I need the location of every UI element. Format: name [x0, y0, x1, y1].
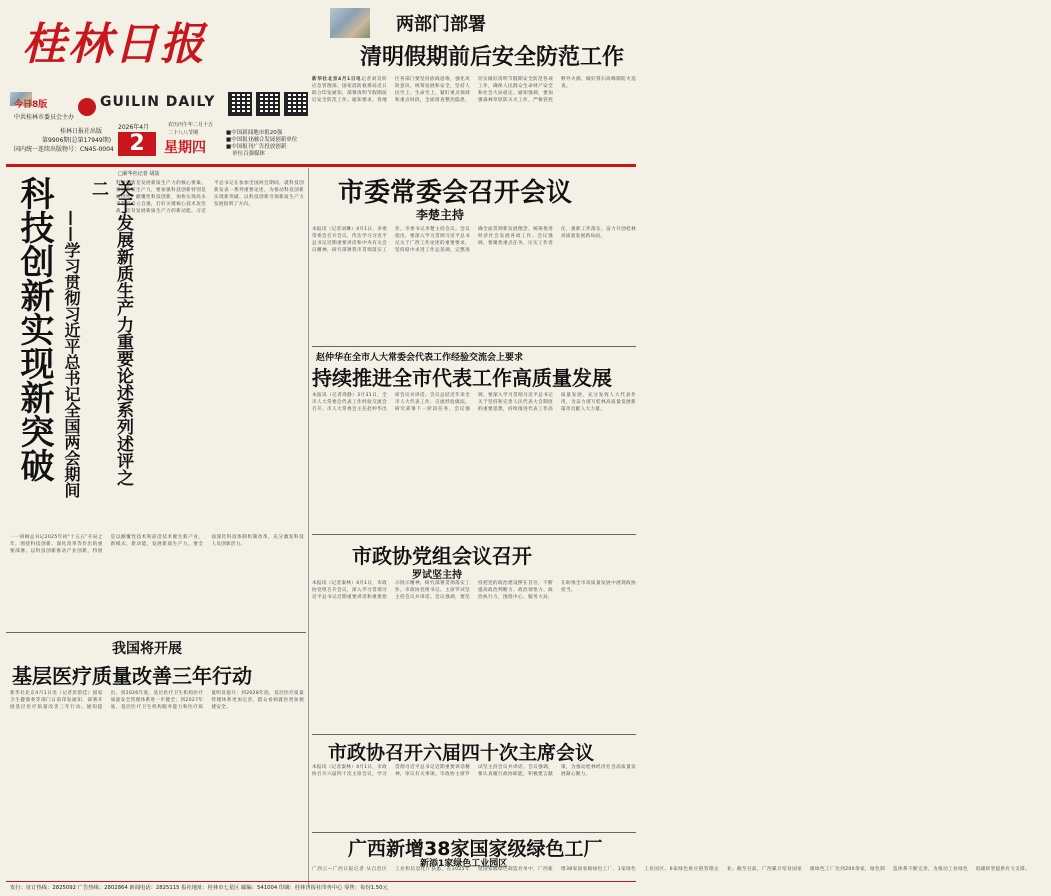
factory-title: 广西新增38家国家级绿色工厂: [348, 838, 603, 860]
standing-committee-subtitle: 李楚主持: [416, 208, 465, 222]
today-pages: 今日8版: [14, 100, 48, 110]
footer-info: 发行：征订热线：2825092 广告热线：2802864 新闻电话：2825115 报社地址：桂林市七星区 邮编：541004 印刷：桂林日报社印务中心 零售：每份1.50元: [10, 885, 388, 891]
top-story-title-1: 两部门部署: [396, 14, 486, 35]
lunar-date-2: 二十八八节期: [168, 130, 199, 136]
series-title: 科技创新实现新突破: [14, 176, 54, 482]
top-story-title-2: 清明假期前后安全防范工作: [360, 45, 625, 70]
cppcc-party-title: 市政协党组会议召开: [352, 544, 532, 568]
medical-body: 新华社北京4月1日电（记者彭韵佳）国家卫生健康委等部门日前印发通知，部署开展基层医疗质量改善三年行动。通知提出，到2026年底，基层医疗卫生机构医疗质量安全管理体系进一步健全；到2027年底，基层医疗卫生机构服务能力和医疗质量明显提升；到2028年底，基层医疗质量管理体系更加完善，群众看病就医更加便捷安全。: [10, 691, 304, 711]
honor-2: ■中国报业融合发展创新单位: [226, 137, 298, 143]
npc-lead: 赵仲华在全市人大常委会代表工作经验交流会上要求: [316, 353, 524, 363]
issue-number: 第9906期(总第17949期): [42, 137, 112, 144]
masthead-title: 桂林日报: [22, 19, 206, 70]
medical-title: 基层医疗质量改善三年行动: [12, 664, 252, 688]
day-number: 2: [118, 132, 156, 156]
factory-subtitle: 新添1家绿色工业园区: [420, 859, 508, 869]
cppcc-meeting-title: 市政协召开六届四十次主席会议: [328, 742, 595, 764]
honor-3: ■中国报刊广告投放创新: [226, 144, 287, 150]
series-subkicker: ——学习贯彻习近平总书记全国两会期间: [62, 210, 81, 498]
series-kicker: 关于发展新质生产力重要论述系列述评之二: [88, 180, 133, 486]
series-body: 科技创新是发展新质生产力的核心要素。发展新质生产力，要加强科技创新特别是原创性、颠覆性科技创新，加快实现高水平科技自立自强，打好关键核心技术攻坚战，培育发展新质生产力的新动能。习近平总书记在参加全国两会期间，就科技创新发表一系列重要论述，为推动科技创新实现新突破、以科技创新引领新质生产力发展指明了方向。: [116, 181, 304, 215]
publisher: 中共桂林市委员会主办: [14, 114, 75, 121]
qr-code-icon: [228, 92, 252, 116]
series-byline: □新华社记者 胡喆: [118, 171, 160, 177]
weekday: 星期四: [164, 140, 206, 156]
standing-committee-title: 市委常委会召开会议: [338, 178, 573, 208]
series-body-2: 一一回顾总书记2025年初“十五五”开局之年，围绕科技创新、深化改革等作出的重要部署。以科技创新推动产业创新，特别是以颠覆性技术和前沿技术催生新产业、新模式、新动能，发展新质生产力。要全面深化科技体制机制改革，充分激发科技人员创新活力。: [10, 535, 304, 555]
qr-code-icon: [284, 92, 308, 116]
masthead-english: GUILIN DAILY: [100, 94, 216, 110]
cn-code: 国内统一连续出版物号：CN45-0004: [14, 146, 114, 153]
story-photo: [330, 8, 370, 38]
medical-kicker: 我国将开展: [112, 641, 182, 657]
top-story-body: 新华社北京4月1日电记者刘昊昕 应急管理部、国家消防救援局近日联合印发通知，部署清明节假期前后安全防范工作。通知要求，各地区各部门要坚持底线思维，强化风险意识，统筹发展和安全，坚持人民至上、生命至上，紧盯重点领域和重点时段，全面排查整治隐患，切实做好清明节假期安全防范各项工作，确保人民群众生命财产安全和社会大局稳定。通知强调，要加强森林草原防灭火工作，严格管控野外火源，做好祭扫高峰期防火巡查。: [312, 77, 636, 104]
qr-code-icon: [256, 92, 280, 116]
factory-body: 广西云—广西日报记者 从自治区工业和信息化厅获悉，在2025年度国家级绿色制造名单中，广西新增38家国家级绿色工厂、1家绿色工业园区、6家绿色供应链管理企业。截至目前，广西累计培育国家级绿色工厂达到200余家，绿色制造体系不断完善，为推动工业绿色低碳转型提供有力支撑。: [312, 867, 1030, 872]
cppcc-party-body: 本报讯（记者秦林）4月1日，市政协党组召开会议，深入学习贯彻习近平总书记近期重要讲话和重要指示批示精神，研究部署贯彻落实工作。市政协党组书记、主席罗试坚主持会议并讲话。会议强调，要坚持把党的政治建设摆在首位，不断提高政治判断力、政治领悟力、政治执行力，围绕中心、服务大局，在助推全市高质量发展中展现政协担当。: [312, 581, 636, 601]
npc-title: 持续推进全市代表工作高质量发展: [312, 366, 612, 390]
standing-committee-body: 本报讯（记者刘琳）4月1日，市委常委会召开会议，传达学习习近平总书记近期重要讲话和中央有关会议精神，研究部署我市贯彻落实工作。市委书记李楚主持会议。会议指出，要深入学习贯彻习近平总书记关于广西工作论述的重要要求，坚持稳中求进工作总基调，完整准确全面贯彻新发展理念，统筹推进经济社会发展各项工作。会议强调，要聚焦重点任务，压实工作责任，狠抓工作落实，奋力开创桂林高质量发展新局面。: [312, 227, 636, 254]
cppcc-meeting-body: 本报讯（记者秦林）4月1日，市政协召开六届四十次主席会议，学习贯彻习近平总书记近期重要讲话精神，审议有关事项。市政协主席罗试坚主持会议并讲话。会议强调，要认真履行政协职能，积极建言献策，为推动桂林经济社会高质量发展凝心聚力。: [312, 765, 636, 778]
honor-1: ■中国新闻地市报20强: [226, 130, 283, 136]
year-month: 2026年4月: [118, 124, 150, 131]
npc-body: 本报讯（记者周静）3月31日，全市人大常委会代表工作经验交流会召开。市人大常委会主任赵仲华出席会议并讲话。会议总结近年来全市人大代表工作，交流经验做法，研究部署下一阶段任务。会议强调，要深入学习贯彻习近平总书记关于坚持和完善人民代表大会制度的重要思想，持续推进代表工作高质量发展，充分发挥人大代表作用，为奋力谱写桂林高质量发展新篇章贡献人大力量。: [312, 393, 636, 413]
sponsor-line: 桂林日报社出版: [60, 128, 103, 135]
emblem-icon: [78, 98, 96, 116]
lunar-date-1: 农历丙午年二月十五: [168, 122, 214, 128]
honor-4: 单位百强媒体: [232, 151, 266, 157]
top-story-dateline: 新华社北京4月1日电: [312, 77, 362, 82]
cppcc-party-subtitle: 罗试坚主持: [412, 570, 462, 581]
